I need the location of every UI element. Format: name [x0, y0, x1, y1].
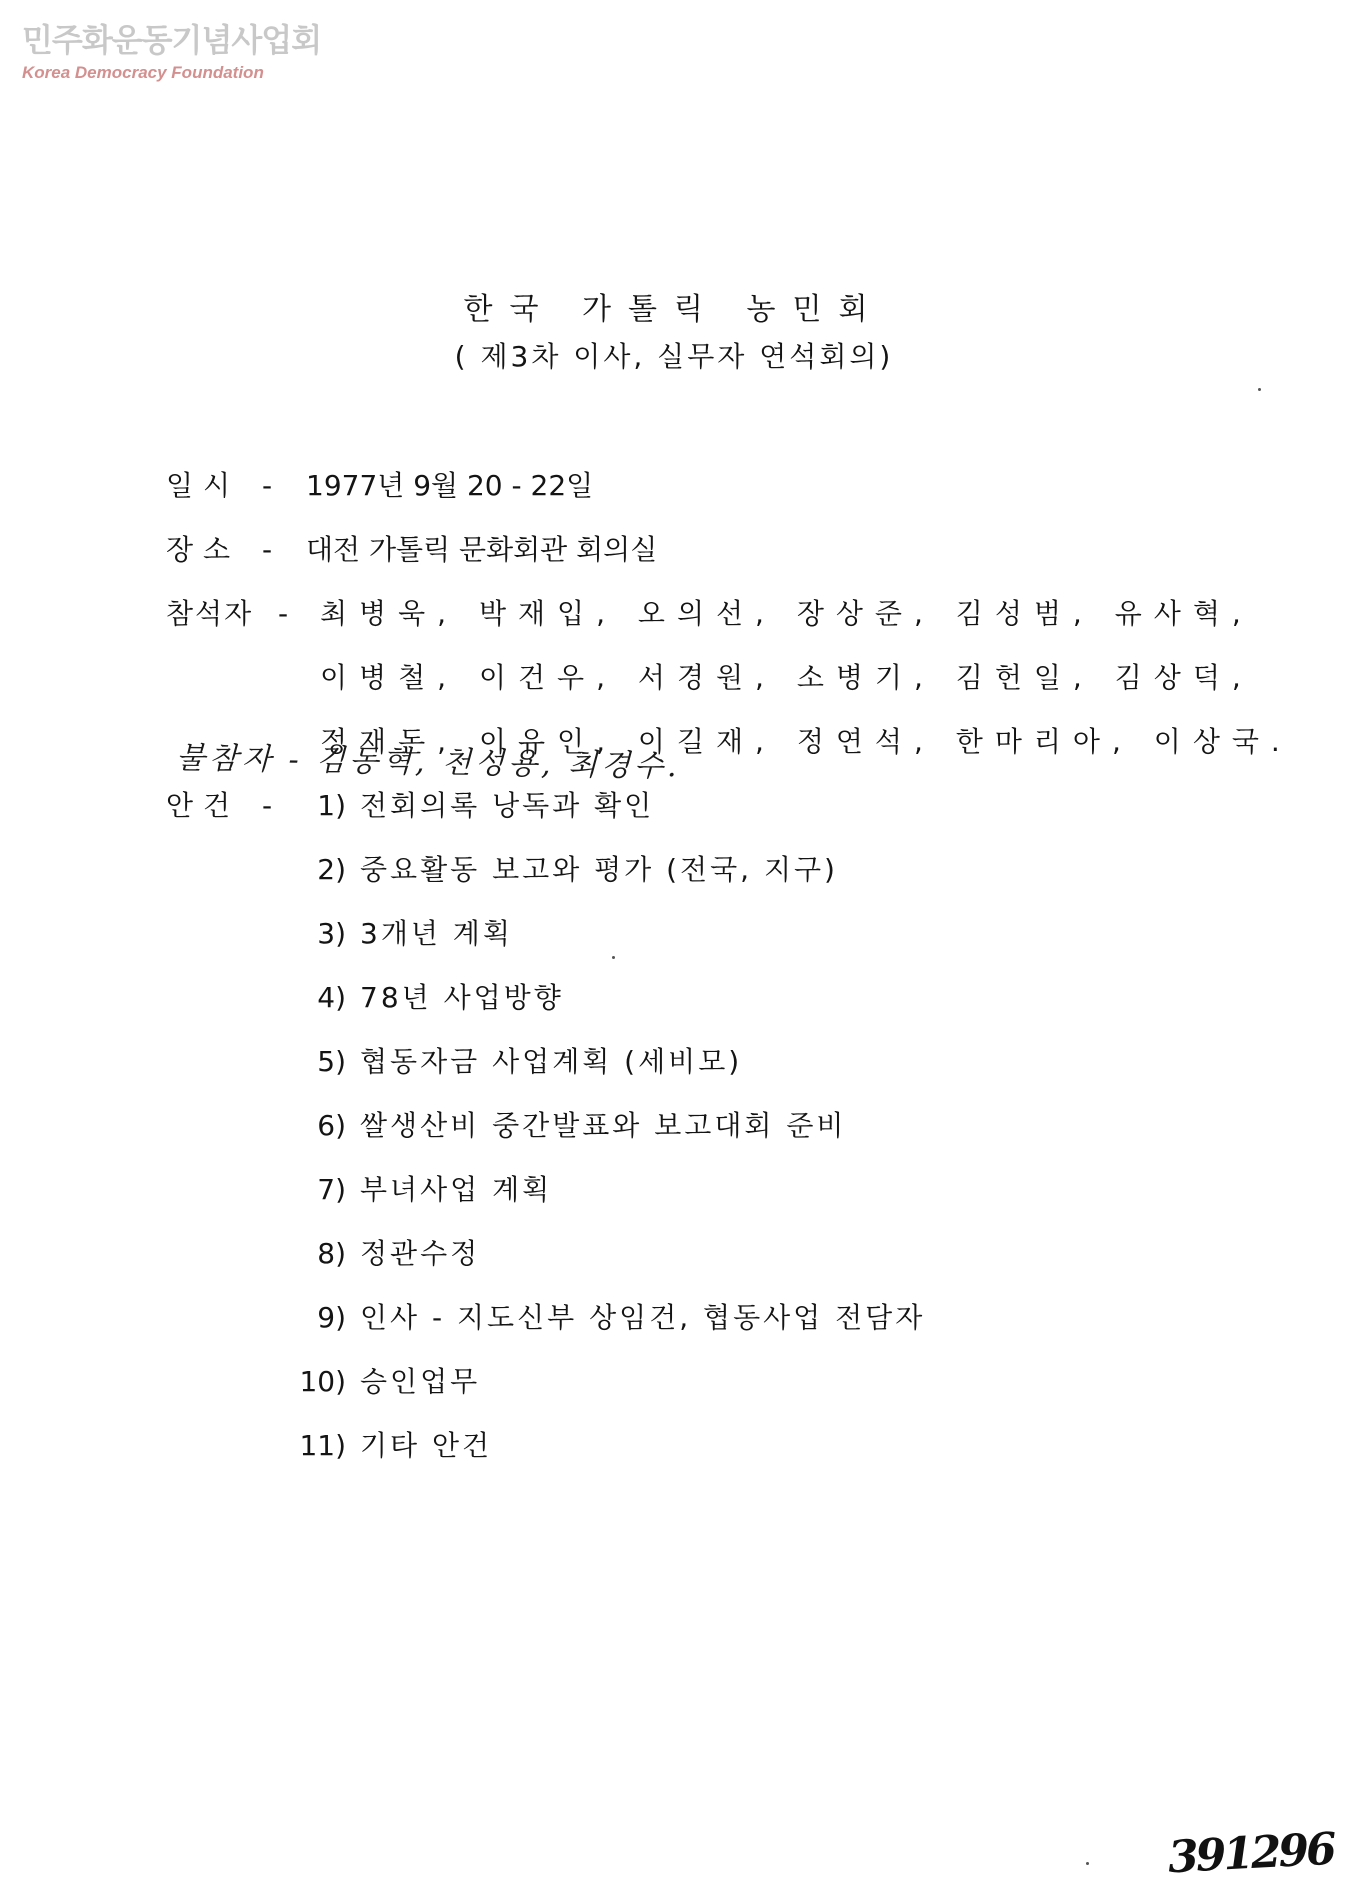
- date-label: 일시: [166, 469, 241, 502]
- agenda-item-number: 9): [317, 1301, 346, 1334]
- agenda-item-number: 10): [299, 1365, 346, 1398]
- scan-speck: [1258, 388, 1261, 391]
- watermark-english: Korea Democracy Foundation: [22, 63, 264, 82]
- attendees-row: [166, 596, 326, 632]
- agenda-item-text: 쌀생산비 중간발표와 보고대회 준비: [360, 1109, 847, 1142]
- agenda-item-text: 전회의록 낭독과 확인: [360, 789, 655, 822]
- agenda-item-number: 11): [299, 1429, 346, 1462]
- agenda-item: [286, 980, 1086, 1016]
- scan-speck: [612, 956, 615, 959]
- agenda-item-text: 인사 - 지도신부 상임건, 협동사업 전담자: [360, 1301, 926, 1334]
- agenda-item-text: 3개년 계획: [360, 917, 513, 950]
- agenda-item-text: 기타 안건: [360, 1429, 493, 1462]
- attendees-dash: -: [278, 597, 289, 630]
- scan-speck: [1086, 1862, 1089, 1865]
- agenda-item-text: 부녀사업 계획: [360, 1173, 553, 1206]
- agenda-item: [286, 1108, 1086, 1144]
- agenda-label: 안건: [166, 789, 241, 822]
- attendees-line-3: 정재돈, 이유인, 이길재, 정연석, 한마리아, 이상국.: [320, 725, 1292, 758]
- place-row: [166, 532, 866, 568]
- agenda-item-text: 협동자금 사업계획 (세비모): [360, 1045, 743, 1078]
- watermark: [22, 20, 321, 84]
- agenda-item-number: 5): [317, 1045, 346, 1078]
- place-label: 장소: [166, 533, 241, 566]
- document-subtitle: ( 제3차 이사, 실무자 연석회의): [454, 340, 894, 373]
- watermark-korean: 민주화운동기념사업회: [22, 21, 322, 59]
- agenda-item: [286, 1044, 1086, 1080]
- agenda-item: [286, 788, 1086, 824]
- agenda-item: [286, 852, 1086, 888]
- agenda-item-number: 7): [317, 1173, 346, 1206]
- agenda-item: [286, 1300, 1086, 1336]
- agenda-item-text: 중요활동 보고와 평가 (전국, 지구): [360, 853, 838, 886]
- agenda-item-number: 8): [317, 1237, 346, 1270]
- agenda-item-number: 1): [317, 789, 346, 822]
- agenda-item: [286, 1428, 1086, 1464]
- agenda-item-text: 승인업무: [360, 1365, 481, 1398]
- agenda-item-number: 3): [317, 917, 346, 950]
- attendees-line-2: 이병철, 이건우, 서경원, 소병기, 김헌일, 김상덕,: [320, 661, 1253, 694]
- document-number: 391296: [1166, 1823, 1335, 1883]
- agenda-item-number: 4): [317, 981, 346, 1014]
- attendees-line-1: 최병욱, 박재입, 오의선, 장상준, 김성범, 유사혁,: [320, 597, 1253, 630]
- agenda-item-text: 정관수정: [360, 1237, 481, 1270]
- agenda-item-number: 6): [317, 1109, 346, 1142]
- document-title: 한국 가톨릭 농민회: [463, 292, 885, 327]
- place-value: 대전 가톨릭 문화회관 회의실: [306, 533, 658, 566]
- agenda-item-number: 2): [317, 853, 346, 886]
- agenda-item: [286, 1236, 1086, 1272]
- place-dash: -: [262, 533, 273, 566]
- agenda-dash: -: [262, 789, 273, 822]
- agenda-item: [286, 916, 1086, 952]
- attendees-label: 참석자: [166, 597, 254, 630]
- agenda-item-text: 78년 사업방향: [360, 981, 564, 1014]
- date-value: 1977년 9월 20 - 22일: [306, 469, 594, 502]
- agenda-item: [286, 1364, 1086, 1400]
- absent-note-handwritten: 불참자 - 김동혁, 천성용, 최경수.: [175, 740, 681, 785]
- agenda-item: [286, 1172, 1086, 1208]
- date-row: [166, 468, 866, 504]
- date-dash: -: [262, 469, 273, 502]
